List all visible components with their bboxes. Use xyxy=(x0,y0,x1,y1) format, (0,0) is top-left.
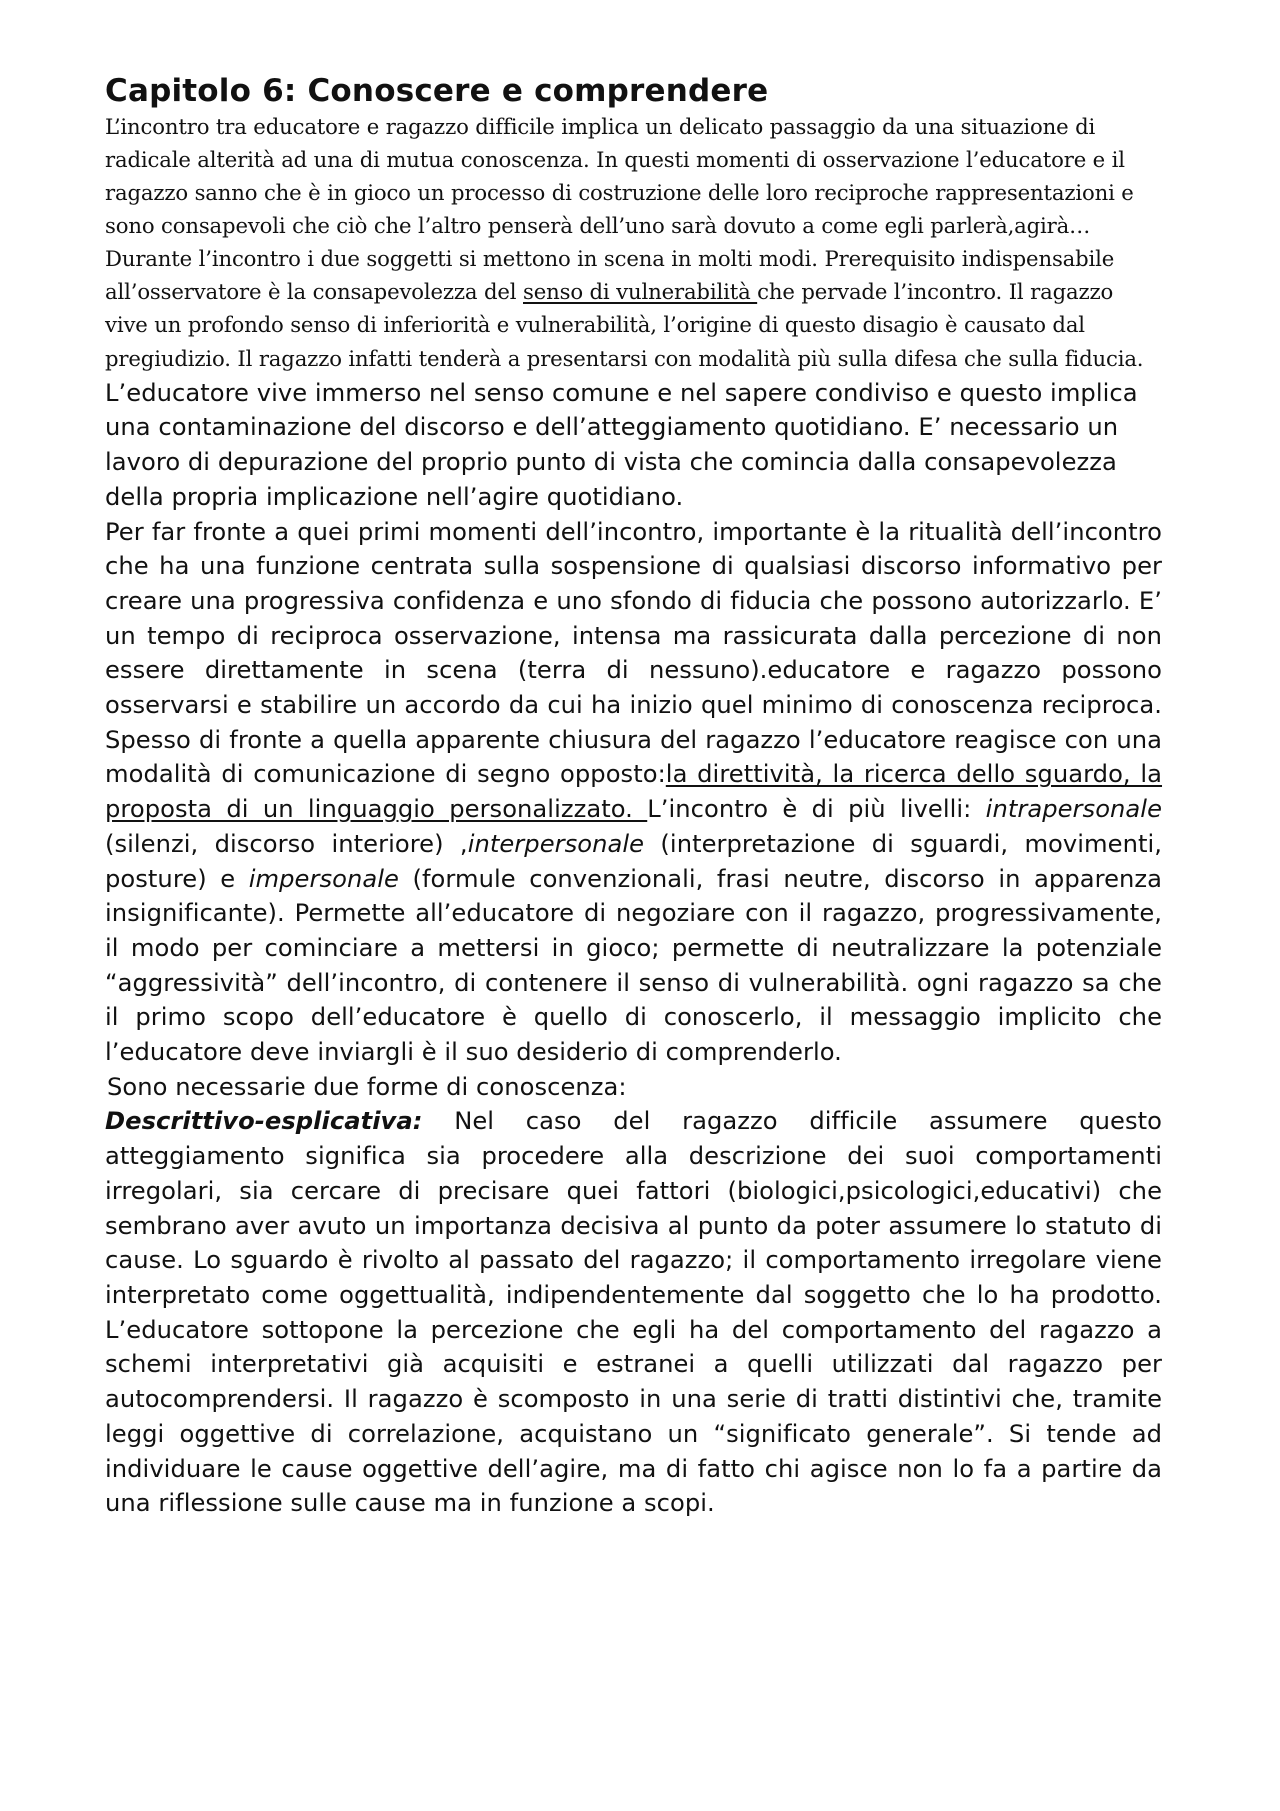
paragraph-ritualita-text-c: (silenzi, discorso interiore) , xyxy=(105,829,468,858)
chapter-title: Capitolo 6: Conoscere e comprendere xyxy=(105,73,769,109)
paragraph-ritualita xyxy=(105,515,1162,1070)
paragraph-ritualita-text-a: Per far fronte a quei primi momenti dell’incontro, importante è la ritualità dell’incontro che ha una funzione centrata sulla sospensione di qualsiasi discorso informativo per creare una progressiva confidenza e uno sfondo di fiducia che possono autorizzarlo. E’ un tempo di reciproca osservazione, intensa ma rassicurata dalla percezione di non essere direttamente in scena (terra di nessuno).educatore e ragazzo possono osservarsi e stabilire un accordo da cui ha inizio quel minimo di conoscenza reciproca. Spesso di fronte a quella apparente chiusura del ragazzo l’educatore reagisce con una modalità di comunicazione di segno opposto: xyxy=(105,517,1162,789)
italic-term-interpersonale: interpersonale xyxy=(467,829,645,858)
paragraph-descrittivo xyxy=(105,1104,1162,1520)
paragraph-ritualita-text-b: L’incontro è di più livelli: xyxy=(647,795,986,824)
document-page xyxy=(105,72,1162,1521)
paragraph-ritualita-text-e: (formule convenzionali, frasi neutre, discorso in apparenza insignificante). Permette all’educatore di negoziare con il ragazzo, progressivamente, il modo per cominciare a mettersi in gioco; permette di neutralizzare la potenziale “aggressività” dell’incontro, di contenere il senso di vulnerabilità. ogni ragazzo sa che il primo scopo dell’educatore è quello di conoscerlo, il messaggio implicito che l’educatore deve inviargli è il suo desiderio di comprenderlo. xyxy=(105,864,1163,1067)
paragraph-intro-serif-a: L’incontro tra educatore e ragazzo difficile implica un delicato passaggio da una situazione di radicale alterità ad una di mutua conoscenza. In questi momenti di osservazione l’educatore e il ragazzo sanno che è in gioco un processo di costruzione delle loro reciproche rappresentazioni e sono consapevoli che ciò che l’altro penserà dell’uno sarà dovuto a come egli parlerà,agirà… Durante l’incontro i due soggetti si mettono in scena in molti modi. Prerequisito indispensabile all’osservatore è la consapevolezza del xyxy=(105,114,1134,304)
paragraph-forme-conoscenza: Sono necessarie due forme di conoscenza: xyxy=(107,1072,627,1101)
paragraph-intro-sans: L’educatore vive immerso nel senso comune e nel sapere condiviso e questo implica una contaminazione del discorso e dell’atteggiamento quotidiano. E’ necessario un lavoro di depurazione del proprio punto di vista che comincia dalla consapevolezza della propria implicazione nell’agire quotidiano. xyxy=(105,378,1138,511)
underlined-phrase-vulnerabilita: senso di vulnerabilità xyxy=(523,279,758,304)
italic-term-intrapersonale: intrapersonale xyxy=(985,795,1163,824)
paragraph-ritualita-text-d: (interpretazione di sguardi, movimenti, posture) e xyxy=(105,829,1162,893)
paragraph-intro xyxy=(105,110,1162,515)
italic-term-impersonale: impersonale xyxy=(248,864,399,893)
term-descrittivo-esplicativa: Descrittivo-esplicativa: xyxy=(105,1107,423,1136)
paragraph-descrittivo-text: Nel caso del ragazzo difficile assumere questo atteggiamento significa sia procedere alla descrizione dei suoi comportamenti irregolari, sia cercare di precisare quei fattori (biologici,psicologici,educativi) che sembrano aver avuto un importanza decisiva al punto da poter assumere lo statuto di cause. Lo sguardo è rivolto al passato del ragazzo; il comportamento irregolare viene interpretato come oggettualità, indipendentemente dal soggetto che lo ha prodotto. L’educatore sottopone la percezione che egli ha del comportamento del ragazzo a schemi interpretativi già acquisiti e estranei a quelli utilizzati dal ragazzo per autocomprendersi. Il ragazzo è scomposto in una serie di tratti distintivi che, tramite leggi oggettive di correlazione, acquistano un “significato generale”. Si tende ad individuare le cause oggettive dell’agire, ma di fatto chi agisce non lo fa a partire da una riflessione sulle cause ma in funzione a scopi. xyxy=(105,1107,1162,1518)
underlined-phrase-direttivita: la direttività, la ricerca dello sguardo, la proposta di un linguaggio personalizzato. xyxy=(105,760,1163,824)
paragraph-intro-serif-b: che pervade l’incontro. Il ragazzo vive un profondo senso di inferiorità e vulnerabilità, l’origine di questo disagio è causato dal pregiudizio. Il ragazzo infatti tenderà a presentarsi con modalità più sulla difesa che sulla fiducia. xyxy=(105,279,1144,371)
